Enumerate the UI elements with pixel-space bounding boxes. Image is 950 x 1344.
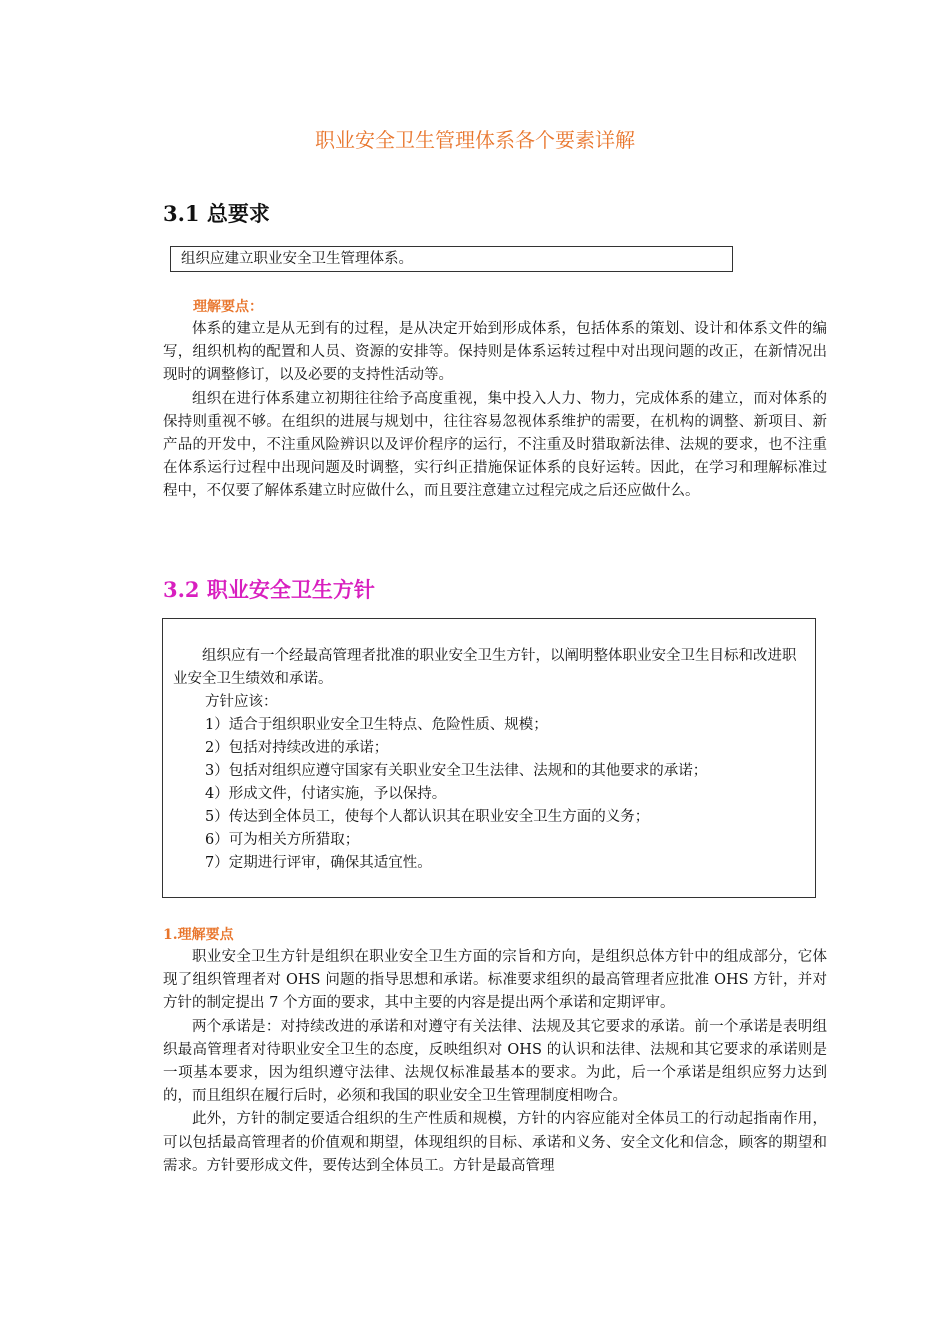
- paragraph: 此外，方针的制定要适合组织的生产性质和规模，方针的内容应能对全体员工的行动起指南作用，可以包括最高管理者的价值观和期望，体现组织的目标、承诺和义务、安全文化和信念，顾客的期望和需求。方针要形成文件，要传达到全体员工。方针是最高管理: [163, 1111, 827, 1174]
- box-list-item: 1）适合于组织职业安全卫生特点、危险性质、规模；: [205, 717, 548, 733]
- section-heading-3-1: 3.1 总要求: [163, 201, 270, 226]
- paragraph: 两个承诺是：对持续改进的承诺和对遵守有关法律、法规及其它要求的承诺。前一个承诺是表明组织最高管理者对待职业安全卫生的态度，反映组织对 OHS 的认识和法律、法规和其它要求的承诺则是一项基本要求，因为组织遵守法律、法规仅标准最基本的要求。为此，后一个承诺是组织应努力达到的，而且组织在履行后时，必须和我国的职业安全卫生管理制度相吻合。: [163, 1018, 827, 1105]
- document-title: 职业安全卫生管理体系各个要素详解: [315, 128, 635, 152]
- paragraph: 组织在进行体系建立初期往往给予高度重视，集中投入人力、物力，完成体系的建立，而对体系的保持则重视不够。在组织的进展与规划中，往往容易忽视体系维护的需要，在机构的调整、新项目、新产品的开发中，不注重风险辨识以及评价程序的运行，不注重及时猎取新法律、法规的要求，也不注重在体系运行过程中出现问题及时调整，实行纠正措施保证体系的良好运转。因此，在学习和理解标准过程中，不仅要了解体系建立时应做什么，而且要注意建立过程完成之后还应做什么。: [163, 390, 827, 500]
- paragraph: 体系的建立是从无到有的过程，是从决定开始到形成体系，包括体系的策划、设计和体系文件的编写，组织机构的配置和人员、资源的安排等。保持则是体系运转过程中对出现问题的改正，在新情况出现时的调整修订，以及必要的支持性活动等。: [163, 321, 827, 384]
- requirement-box-3-2: [162, 618, 816, 898]
- section-3-1-body: [163, 318, 827, 504]
- box-list-item: 7）定期进行评审，确保其适宜性。: [205, 855, 432, 871]
- understanding-points-heading-2: 1.理解要点: [163, 927, 234, 943]
- paragraph: 职业安全卫生方针是组织在职业安全卫生方面的宗旨和方向，是组织总体方针中的组成部分，它体现了组织管理者对 OHS 问题的指导思想和承诺。标准要求组织的最高管理者应批准 OHS 方针，并对方针的制定提出 7 个方面的要求，其中主要的内容是提出两个承诺和定期评审。: [163, 949, 827, 1012]
- box-lead: 方针应该：: [205, 694, 278, 710]
- box-list-item: 4）形成文件，付诸实施，予以保持。: [205, 786, 447, 802]
- box-list-item: 5）传达到全体员工，使每个人都认识其在职业安全卫生方面的义务；: [205, 809, 650, 825]
- box-intro: 组织应有一个经最高管理者批准的职业安全卫生方针，以阐明整体职业安全卫生目标和改进职业安全卫生绩效和承诺。: [173, 648, 797, 687]
- box-list-item: 2）包括对持续改进的承诺；: [205, 740, 389, 756]
- requirement-box-3-1: 组织应建立职业安全卫生管理体系。: [170, 246, 733, 272]
- section-heading-3-2: 3.2 职业安全卫生方针: [163, 577, 375, 602]
- box-list-item: 6）可为相关方所猎取；: [205, 832, 360, 848]
- section-3-2-body: [163, 946, 827, 1178]
- box-list-item: 3）包括对组织应遵守国家有关职业安全卫生法律、法规和的其他要求的承诺；: [205, 763, 708, 779]
- understanding-points-heading: 理解要点：: [193, 299, 263, 315]
